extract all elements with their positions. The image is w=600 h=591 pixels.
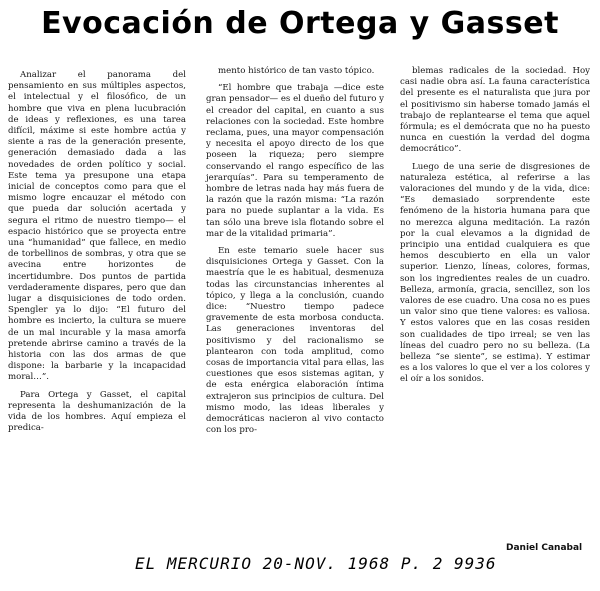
article-column-1 bbox=[8, 70, 186, 435]
headline: Evocación de Ortega y Gasset bbox=[41, 6, 559, 41]
handwritten-source-note: EL MERCURIO 20-NOV. 1968 P. 2 9936 bbox=[135, 554, 497, 573]
author-signature: Daniel Canabal bbox=[506, 543, 583, 553]
paragraph: “El hombre que trabaja —dice este gran pensador— es el dueño del futuro y el creador del capital, en cuanto a sus relaciones con la sociedad. Este hombre reclama, pues, una mayor compensación y necesita el apoyo directo de los que poseen la riqueza; pero siempre conservando el rango específico de las jerarquías”. Para su temperamento de hombre de letras nada hay más fuera de la razón que la razón misma: “La razón para no puede suplantar a la vida. Es tan sólo una breve isla flotando sobre el mar de la vitalidad primaria”. bbox=[206, 83, 384, 239]
paragraph: Luego de una serie de disgresiones de naturaleza estética, al referirse a las valoraciones del mundo y de la vida, dice: “Es demasiado sorprendente este fenómeno de la historia humana para que no merezca alguna meditación. La razón por la cual elevamos a la dignidad de principio una entidad cualquiera es que hemos descubierto en ella un valor superior. Lienzo, líneas, colores, formas, son los ingredientes reales de un cuadro. Belleza, armonía, gracia, sencillez, son los valores de ese cuadro. Una cosa no es pues un valor sino que tiene valores: es valiosa. Y estos valores que en las cosas residen son cualidades de tipo irreal; se ven las líneas del cuadro pero no su belleza. (La belleza “se siente”, se estima). Y estimar es a los valores lo que el ver a los colores y el oír a los sonidos. bbox=[400, 161, 590, 385]
paragraph: Para Ortega y Gasset, el capital representa la deshumanización de la vida de los hombres. Aquí empieza el predica- bbox=[8, 389, 186, 434]
article-column-3 bbox=[400, 66, 590, 386]
paragraph: blemas radicales de la sociedad. Hoy casi nadie obra así. La fauna característica del presente es el naturalista que jura por el positivismo sin haberse tomado jamás el trabajo de replantearse el tema que aquel fórmula; es el demócrata que no ha puesto nunca en cuestión la verdad del dogma democrático”. bbox=[400, 66, 590, 155]
paragraph: Analizar el panorama del pensamiento en sus múltiples aspectos, el intelectual y el filosófico, de un hombre que viva en plena lucubración de ideas y reflexiones, es una tarea difícil, máxime si este hombre actúa y siente a ras de la generación presente, generación demasiado dada a las novedades de orden político y social. Este tema ya presupone una etapa inicial de conceptos como para que el mismo logre encauzar el método con que pueda dar solución acertada y segura el ritmo de nuestro tiempo— el espacio histórico que se proyecta entre una “humanidad” que fallece, en medio de torbellinos de sombras, y otra que se avecina entre horizontes de incertidumbre. Dos puntos de partida verdaderamente dispares, pero que dan lugar a disquisiciones de todo orden. Spengler ya lo dijo: “El futuro del hombre es incierto, la cultura se muere de un mal incurable y la masa amorfa pretende abrirse camino a través de la historia con las dos armas de que dispone: la barbarie y la incapacidad moral…”. bbox=[8, 70, 186, 383]
paragraph: mento histórico de tan vasto tópico. bbox=[218, 66, 375, 76]
paragraph: En este temario suele hacer sus disquisiciones Ortega y Gasset. Con la maestría que le es habitual, desmenuza todas las circunstancias inherentes al tópico, y llega a la conclusión, cuando dice: “Nuestro tiempo padece gravemente de esta morbosa conducta. Las generaciones inventoras del positivismo y del racionalismo se plantearon con toda amplitud, como cosas de importancia vital para ellas, las cuestiones que esos sistemas agitan, y de esta enérgica elaboración íntima extrajeron sus principios de cultura. Del mismo modo, las ideas liberales y democráticas nacieron al vivo contacto con los pro- bbox=[206, 246, 384, 436]
article-column-2 bbox=[206, 66, 384, 437]
